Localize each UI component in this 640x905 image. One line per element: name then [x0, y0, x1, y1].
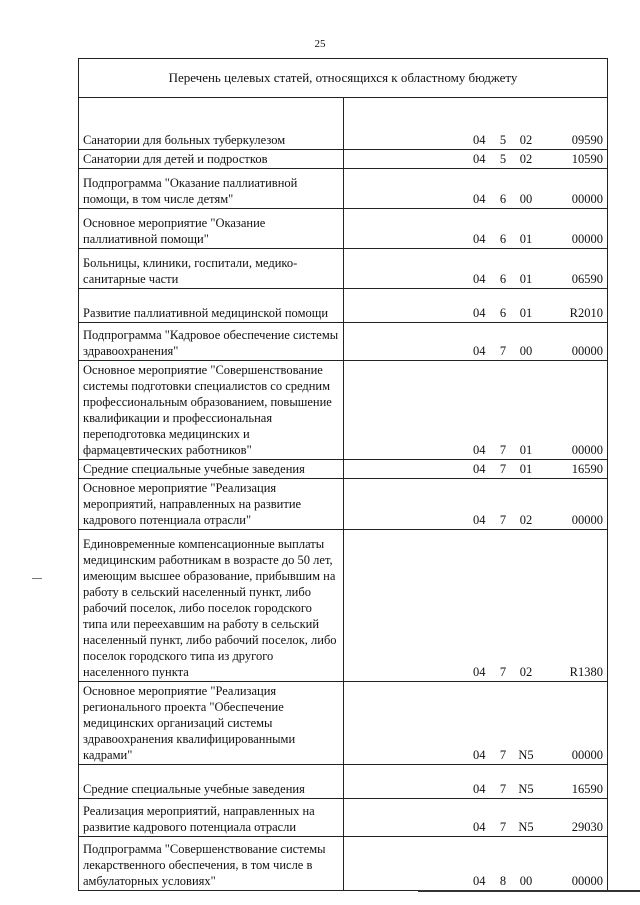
code-subsection: 6 [499, 232, 507, 246]
table-row [79, 249, 608, 289]
code-item: 00 [519, 344, 533, 358]
code-subsection: 7 [499, 443, 507, 457]
margin-mark [32, 578, 42, 579]
code-section: 04 [473, 782, 486, 796]
table-row [79, 479, 608, 530]
table-row [79, 361, 608, 460]
code-subsection: 7 [499, 462, 507, 476]
table-row [79, 323, 608, 361]
code-item: 00 [519, 192, 533, 206]
row-name: Подпрограмма "Оказание паллиативной помощи, в том числе детям" [79, 169, 344, 209]
code-subsection: 7 [499, 782, 507, 796]
row-name: Реализация мероприятий, направленных на развитие кадрового потенциала отрасли [79, 799, 344, 837]
row-code [343, 98, 608, 150]
code-section: 04 [473, 306, 486, 320]
code-direction: 00000 [571, 232, 603, 246]
row-name: Основное мероприятие "Оказание паллиативной помощи" [79, 209, 344, 249]
row-code [343, 209, 608, 249]
table-row [79, 765, 608, 799]
table-row [79, 530, 608, 682]
row-code [343, 169, 608, 209]
budget-items-table [78, 58, 608, 891]
code-section: 04 [473, 344, 486, 358]
code-direction: 16590 [571, 782, 603, 796]
row-name: Развитие паллиативной медицинской помощи [79, 289, 344, 323]
row-name: Средние специальные учебные заведения [79, 765, 344, 799]
row-code [343, 682, 608, 765]
row-code [343, 799, 608, 837]
code-item: 02 [519, 665, 533, 679]
code-item: 01 [519, 272, 533, 286]
code-item: 01 [519, 232, 533, 246]
code-direction: 09590 [571, 133, 603, 147]
code-section: 04 [473, 820, 486, 834]
code-section: 04 [473, 192, 486, 206]
code-direction: R1380 [569, 665, 603, 679]
code-item: 01 [519, 462, 533, 476]
code-section: 04 [473, 272, 486, 286]
code-section: 04 [473, 462, 486, 476]
code-direction: 00000 [571, 874, 603, 888]
code-section: 04 [473, 513, 486, 527]
code-item: 02 [519, 133, 533, 147]
row-name: Подпрограмма "Совершенствование системы лекарственного обеспечения, в том числе в амбулаторных условиях" [79, 837, 344, 891]
row-name: Санатории для детей и подростков [79, 150, 344, 169]
code-direction: 00000 [571, 344, 603, 358]
code-subsection: 6 [499, 192, 507, 206]
code-item: N5 [518, 820, 534, 834]
row-code [343, 150, 608, 169]
code-direction: R2010 [569, 306, 603, 320]
code-section: 04 [473, 665, 486, 679]
code-item: 01 [519, 443, 533, 457]
row-code [343, 837, 608, 891]
code-direction: 10590 [571, 152, 603, 166]
row-name: Основное мероприятие "Совершенствование системы подготовки специалистов со средним профессиональным образованием, повышение квалификации и профессиональная переподготовка медицинских и фармацевтических работников" [79, 361, 344, 460]
footer-rule [418, 890, 640, 892]
row-name: Средние специальные учебные заведения [79, 460, 344, 479]
row-code [343, 289, 608, 323]
row-name: Больницы, клиники, госпитали, медико-санитарные части [79, 249, 344, 289]
code-item: 02 [519, 152, 533, 166]
code-item: 00 [519, 874, 533, 888]
code-subsection: 6 [499, 272, 507, 286]
code-item: N5 [518, 782, 534, 796]
code-subsection: 6 [499, 306, 507, 320]
code-subsection: 7 [499, 513, 507, 527]
code-subsection: 7 [499, 665, 507, 679]
table-row [79, 150, 608, 169]
code-section: 04 [473, 443, 486, 457]
code-item: N5 [518, 748, 534, 762]
row-name: Основное мероприятие "Реализация мероприятий, направленных на развитие кадрового потенциала отрасли" [79, 479, 344, 530]
code-section: 04 [473, 152, 486, 166]
row-code [343, 479, 608, 530]
row-code [343, 765, 608, 799]
table-row [79, 799, 608, 837]
code-section: 04 [473, 748, 486, 762]
table-row [79, 169, 608, 209]
row-code [343, 530, 608, 682]
table-title-row [79, 59, 608, 98]
row-name: Санатории для больных туберкулезом [79, 98, 344, 150]
row-name: Подпрограмма "Кадровое обеспечение системы здравоохранения" [79, 323, 344, 361]
code-direction: 00000 [571, 748, 603, 762]
code-item: 02 [519, 513, 533, 527]
row-name: Основное мероприятие "Реализация регионального проекта "Обеспечение медицинских организаций системы здравоохранения квалифицированными кадрами" [79, 682, 344, 765]
code-section: 04 [473, 232, 486, 246]
code-subsection: 8 [499, 874, 507, 888]
row-code [343, 249, 608, 289]
row-code [343, 460, 608, 479]
table-row [79, 682, 608, 765]
code-direction: 00000 [571, 513, 603, 527]
code-subsection: 5 [499, 152, 507, 166]
table-row [79, 209, 608, 249]
table-row [79, 460, 608, 479]
code-direction: 16590 [571, 462, 603, 476]
table-title: Перечень целевых статей, относящихся к областному бюджету [79, 59, 608, 98]
code-direction: 00000 [571, 443, 603, 457]
row-name: Единовременные компенсационные выплаты медицинским работникам в возрасте до 50 лет, имеющим высшее образование, прибывшим на работу в сельский населенный пункт, либо рабочий поселок, либо поселок городского типа или переехавшим на работу в сельский населенный пункт, либо рабочий поселок, либо поселок городского типа из другого населенного пункта [79, 530, 344, 682]
code-subsection: 7 [499, 344, 507, 358]
row-code [343, 361, 608, 460]
code-item: 01 [519, 306, 533, 320]
table-row [79, 98, 608, 150]
code-subsection: 5 [499, 133, 507, 147]
code-subsection: 7 [499, 820, 507, 834]
page-number: 25 [314, 38, 326, 50]
code-direction: 00000 [571, 192, 603, 206]
code-subsection: 7 [499, 748, 507, 762]
code-direction: 29030 [571, 820, 603, 834]
code-section: 04 [473, 874, 486, 888]
table-row [79, 837, 608, 891]
code-section: 04 [473, 133, 486, 147]
code-direction: 06590 [571, 272, 603, 286]
table-row [79, 289, 608, 323]
row-code [343, 323, 608, 361]
